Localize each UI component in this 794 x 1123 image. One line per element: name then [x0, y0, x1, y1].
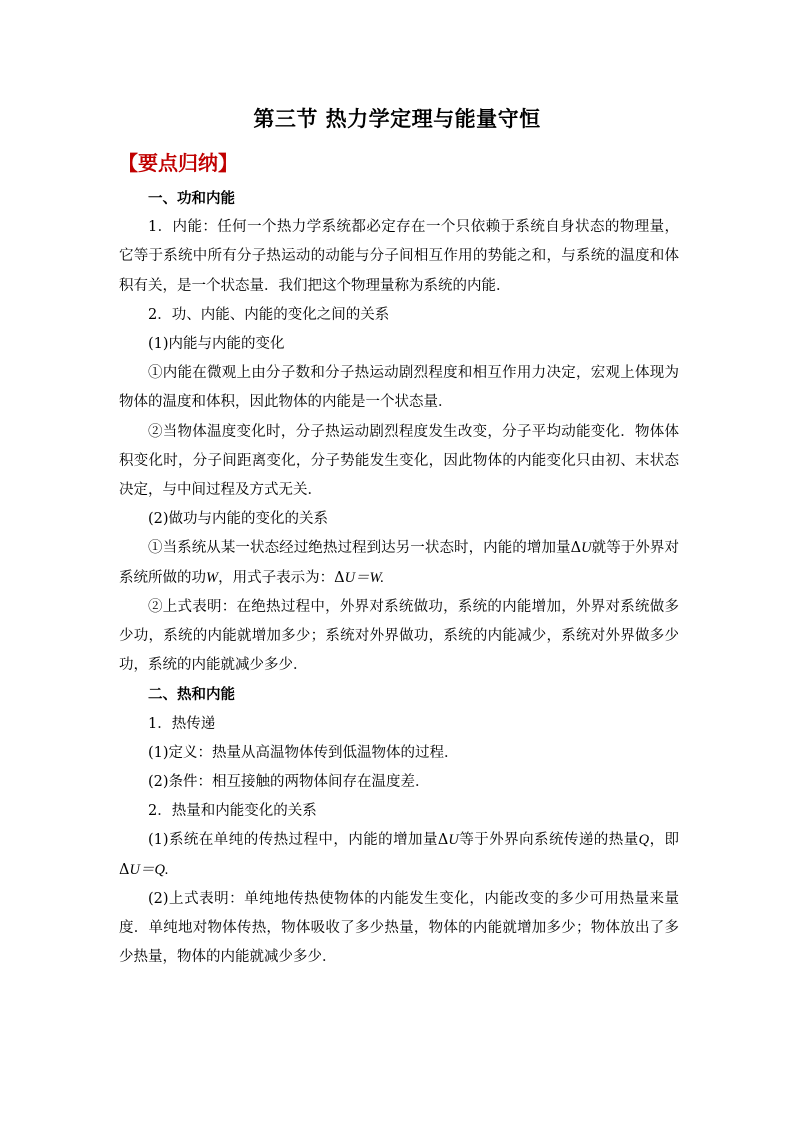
text-segment: ，用式子表示为：Δ [218, 569, 345, 586]
text-segment: . [380, 569, 384, 586]
text-segment: ①当系统从某一状态经过绝热过程到达另一状态时，内能的增加量Δ [148, 540, 582, 557]
paragraph-subheading-internal-energy-change: (1)内能与内能的变化 [148, 336, 285, 353]
text-segment: 就等于外界对系统所做的功 [119, 540, 679, 586]
paragraph-work-explanation: ②上式表明：在绝热过程中，外界对系统做功，系统的内能增加，外界对系统做多少功，系统的内能就增加多少；系统对外界做功，系统的内能减少，系统对外界做多少功，系统的内能就减少多少． [119, 598, 679, 674]
formula-du-equals-q: U＝Q [129, 861, 165, 878]
section-heading-work-internal-energy: 一、功和内能 [148, 190, 235, 207]
paragraph-subheading-work-energy: (2)做功与内能的变化的关系 [148, 511, 329, 528]
paragraph-adiabatic-work [119, 534, 679, 592]
text-segment: (1)系统在单纯的传热过程中，内能的增加量Δ [148, 832, 449, 849]
paragraph-heat-energy-relation-heading: 2．热量和内能变化的关系 [148, 803, 317, 820]
paragraph-heat-formula [119, 826, 679, 884]
math-symbol-w: W [206, 569, 219, 586]
paragraph-temperature-volume-change: ②当物体温度变化时，分子热运动剧烈程度发生改变，分子平均动能变化．物体体积变化时，分子间距离变化，分子势能发生变化，因此物体的内能变化只由初、末状态决定，与中间过程及方式无关． [119, 423, 679, 499]
paragraph-heat-explanation: (2)上式表明：单纯地传热使物体的内能发生变化，内能改变的多少可用热量来量度．单纯地对物体传热，物体吸收了多少热量，物体的内能就增加多少；物体放出了多少热量，物体的内能就减少多少． [119, 890, 679, 966]
paragraph-relation-heading: 2．功、内能、内能的变化之间的关系 [148, 306, 390, 323]
paragraph-microscopic-explanation: ①内能在微观上由分子数和分子热运动剧烈程度和相互作用力决定，宏观上体现为物体的温度和体积，因此物体的内能是一个状态量． [119, 365, 679, 411]
text-segment: . [164, 861, 169, 878]
math-symbol-u: U [581, 540, 592, 557]
page-title: 第三节 热力学定理与能量守恒 [253, 106, 541, 131]
paragraph-heat-transfer-condition: (2)条件：相互接触的两物体间存在温度差． [148, 774, 430, 791]
math-symbol-u: U [448, 832, 459, 849]
key-points-heading: 【要点归纳】 [118, 151, 238, 175]
text-segment: 等于外界向系统传递的热量 [458, 832, 639, 849]
text-segment: ，即Δ [119, 832, 680, 878]
paragraph-heat-transfer-definition: (1)定义：热量从高温物体传到低温物体的过程． [148, 744, 459, 761]
formula-du-equals-w: U＝W [344, 569, 381, 586]
section-heading-heat-internal-energy: 二、热和内能 [148, 686, 235, 704]
paragraph-heat-transfer-heading: 1．热传递 [148, 715, 216, 732]
paragraph-internal-energy-definition: 1．内能：任何一个热力学系统都必定存在一个只依赖于系统自身状态的物理量，它等于系统中所有分子热运动的动能与分子间相互作用的势能之和，与系统的温度和体积有关，是一个状态量．我们把这个物理量称为系统的内能． [119, 219, 679, 294]
math-symbol-q: Q [638, 832, 650, 849]
document-body [119, 184, 679, 972]
